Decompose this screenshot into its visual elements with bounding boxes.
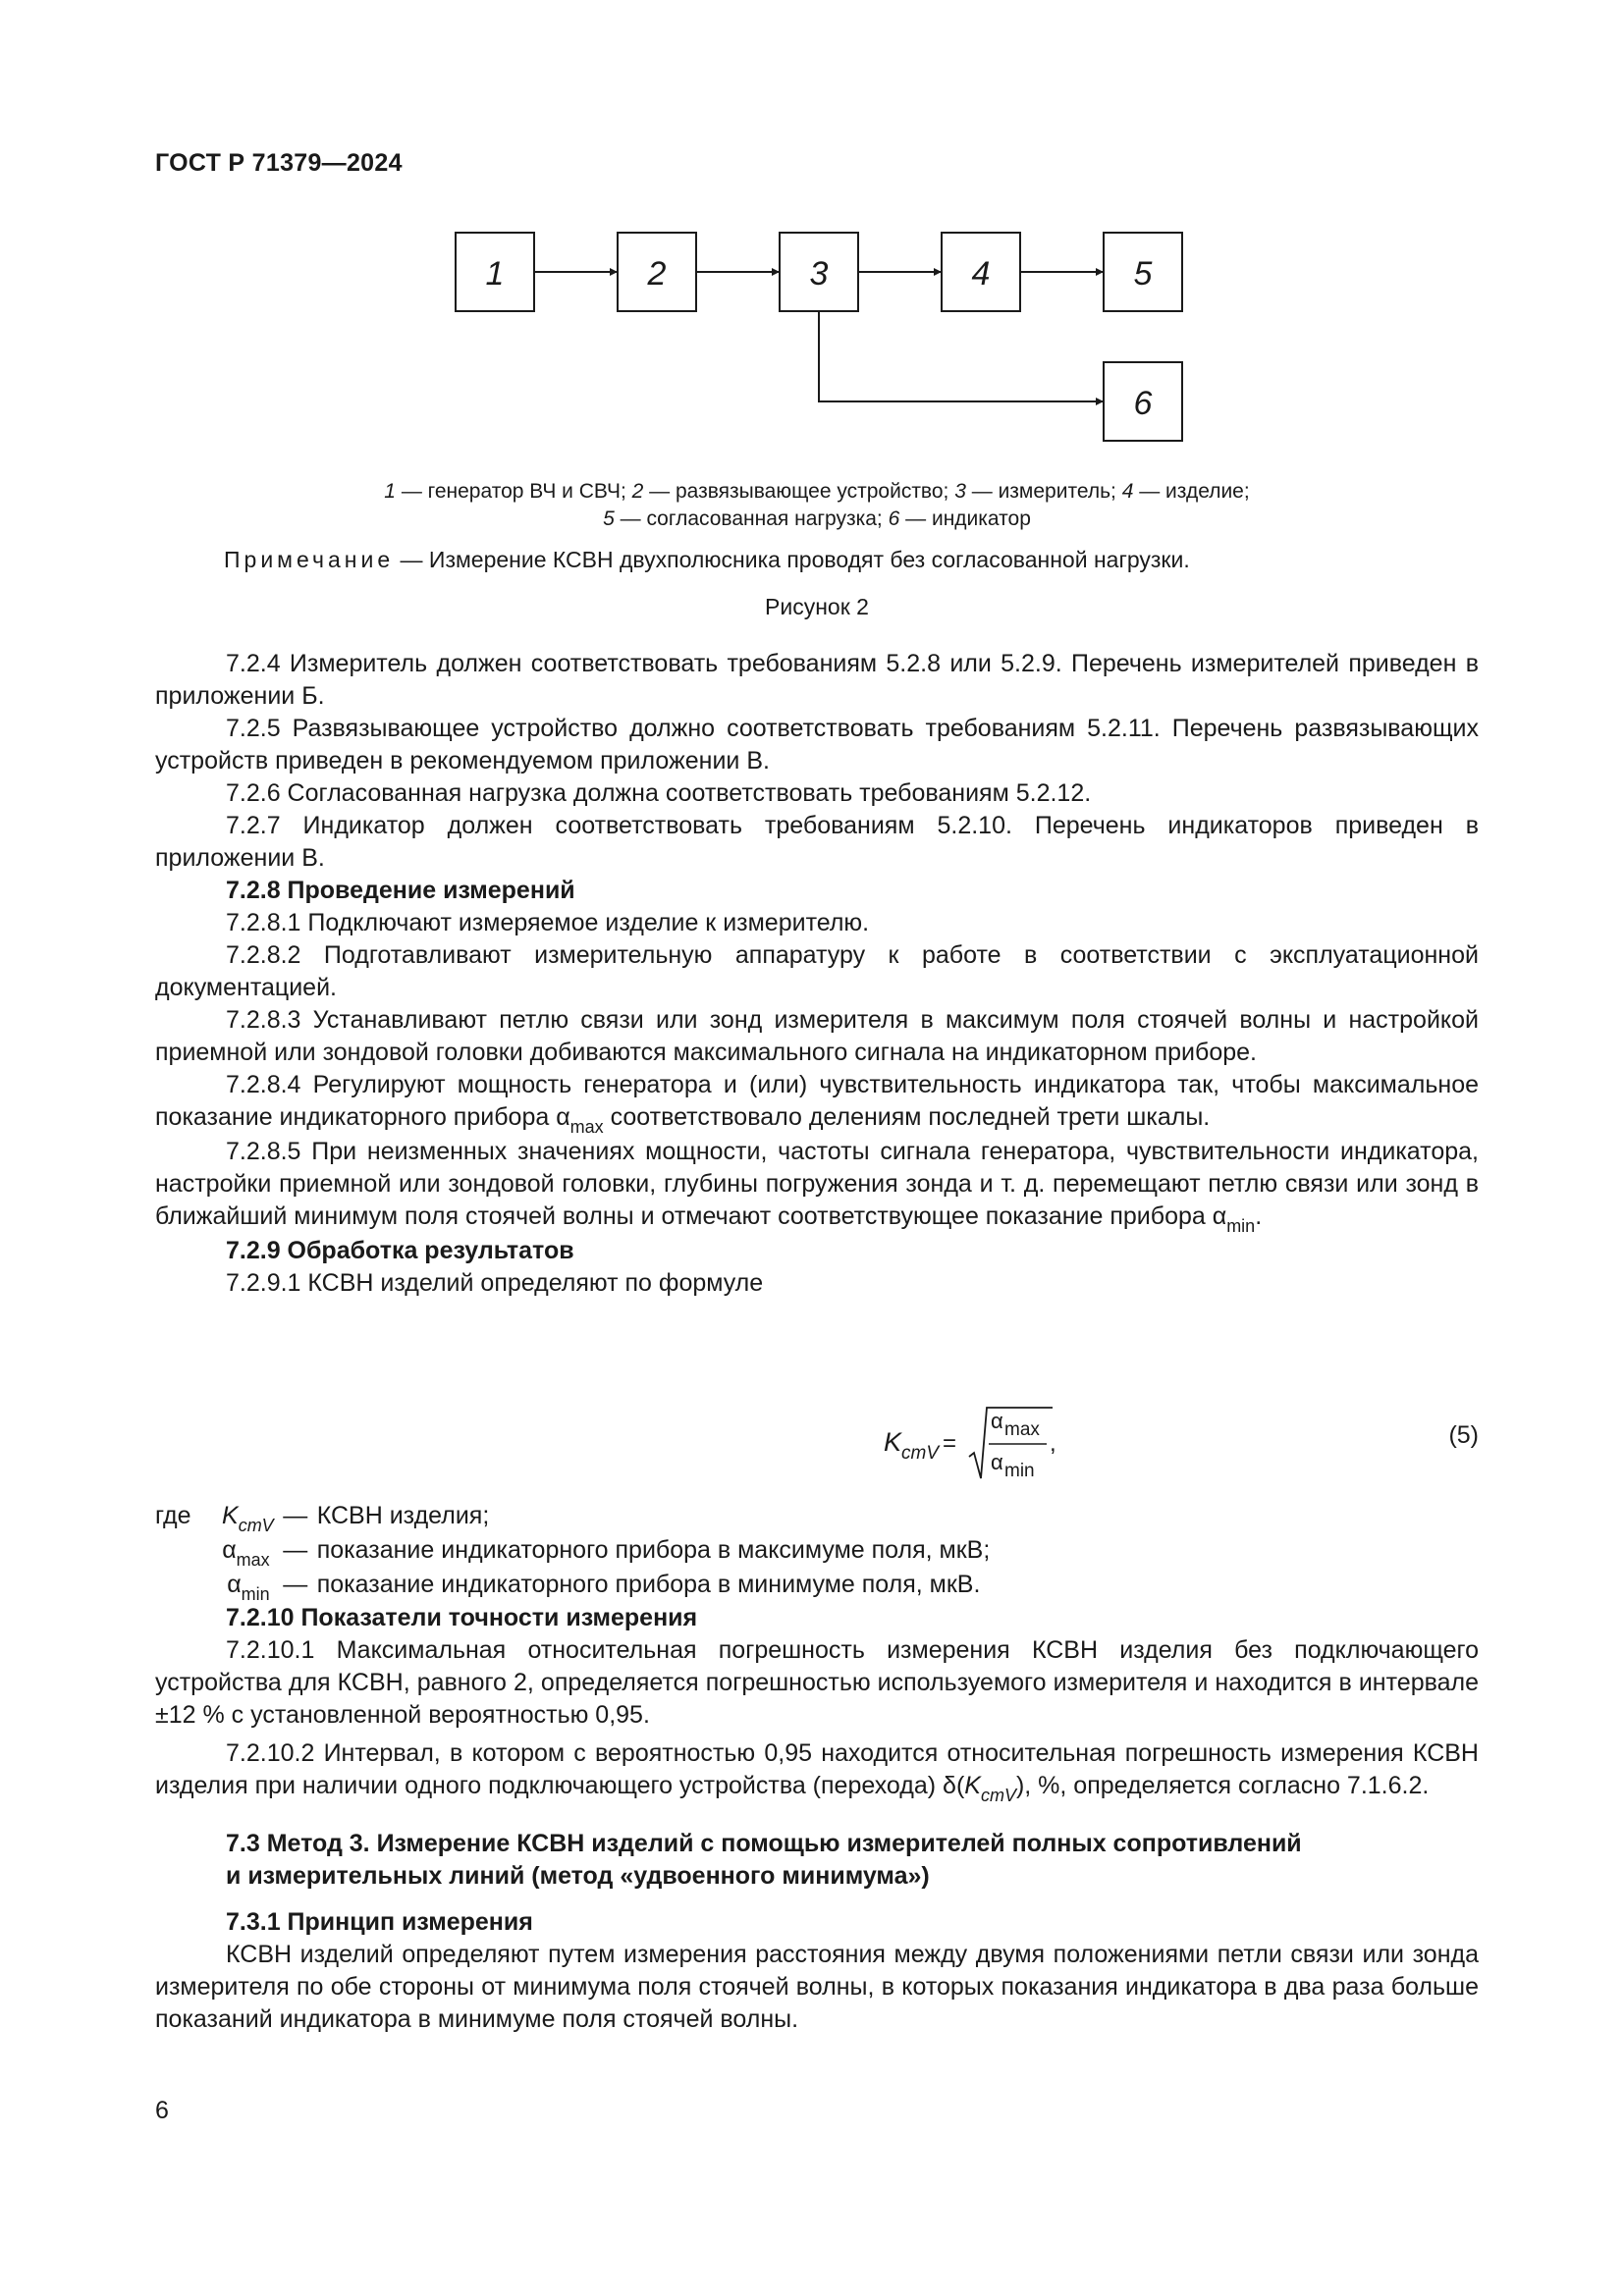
arrow-3-6 [819,311,1104,401]
formula-den-sub: min [1004,1461,1035,1480]
formula-eq: = [943,1430,957,1457]
figure-note [224,547,1190,573]
figure-label: Рисунок 2 [765,594,869,619]
para-7-2-8-2: 7.2.8.2 Подготавливают измерительную аппаратуру к работе в соответствии с эксплуатационной документацией. [155,941,1479,1001]
where-list [155,1500,990,1603]
para-7-2-4: 7.2.4 Измеритель должен соответствовать требованиям 5.2.8 или 5.2.9. Перечень измерителей приведен в приложении Б. [155,650,1479,710]
para-7-2-10-2: 7.2.10.2 Интервал, в котором с вероятностью 0,95 находится относительная погрешность измерения КСВН изделия при наличии одного подключающего устройства (перехода) $\delta(K_{стV})$, %, определяется согласно 7.1.6.2. [155,1739,1479,1805]
formula-trail: , [1050,1430,1056,1457]
para-7-2-6: 7.2.6 Согласованная нагрузка должна соответствовать требованиям 5.2.12. [226,779,1092,807]
block-3-label: 3 [809,255,829,293]
where-row: где $K_{стV}$ — КСВН изделия; [155,1502,490,1535]
para-7-2-10-1: 7.2.10.1 Максимальная относительная погрешность измерения КСВН изделия без подключающего устройства для КСВН, равного 2, определяется погрешностью используемого измерителя и находится в интервале ±12 % с установленной вероятностью 0,95. [155,1636,1479,1729]
block-4-label: 4 [971,255,991,293]
para-7-2-5: 7.2.5 Развязывающее устройство должно соответствовать требованиям 5.2.11. Перечень развязывающих устройств приведен в рекомендуемом приложении В. [155,715,1479,774]
para-7-2-8-3: 7.2.8.3 Устанавливают петлю связи или зонд измерителя в максимум поля стоячей волны и настройкой приемной или зондовой головки добиваются максимального сигнала на индикаторном приборе. [155,1006,1479,1066]
formula-num-alpha: α [991,1409,1003,1433]
block-6-label: 6 [1133,385,1153,422]
heading-7-2-10: 7.2.10 Показатели точности измерения [226,1604,698,1631]
figure-caption-line-2: 5 — согласованная нагрузка; 6 — индикатор [603,507,1031,530]
block-diagram [0,0,1624,461]
body-upper [155,648,1479,1300]
para-7-2-8-5: 7.2.8.5 При неизменных значениях мощности, частоты сигнала генератора, чувствительности индикатора, настройки приемной или зондовой головки, глубины погружения зонда и т. д. перемещают петлю связи или зонд в ближайший минимум поля стоячей волны и отмечают соответствующее показание прибора $\alpha_{min}$. [155,1138,1479,1236]
para-7-2-8-1: 7.2.8.1 Подключают измеряемое изделие к измерителю. [226,909,870,936]
formula-k-sub: стV [901,1443,939,1464]
formula-k: K [884,1427,902,1457]
body-lower [155,1602,1479,2036]
para-7-2-7: 7.2.7 Индикатор должен соответствовать требованиям 5.2.10. Перечень индикаторов приведен в приложении В. [155,812,1479,872]
para-7-2-8-4: 7.2.8.4 Регулируют мощность генератора и (или) чувствительность индикатора так, чтобы максимальное показание индикаторного прибора $\alpha_{max}$ соответствовало делениям последней трети шкалы. [155,1071,1479,1137]
formula-5 [155,1402,1479,1480]
page-number: 6 [155,2097,169,2124]
heading-7-3-line-1: 7.3 Метод 3. Измерение КСВН изделий с помощью измерителей полных сопротивлений [226,1830,1302,1857]
figure-caption-line-1: 1 — генератор ВЧ и СВЧ; 2 — развязывающее устройство; 3 — измеритель; 4 — изделие; [384,480,1250,503]
equation-number: (5) [1448,1421,1479,1449]
block-5-label: 5 [1133,255,1153,293]
heading-7-3-1: 7.3.1 Принцип измерения [226,1908,533,1936]
formula-graphic [715,1402,1068,1480]
heading-7-2-9: 7.2.9 Обработка результатов [226,1237,574,1264]
para-7-3-1: КСВН изделий определяют путем измерения расстояния между двумя положениями петли связи или зонда измерителя по обе стороны от минимума поля стоячей волны, в которых показания индикатора в два раза больше показаний индикатора в минимуме поля стоячей волны. [155,1941,1479,2033]
para-7-2-9-1: 7.2.9.1 КСВН изделий определяют по формуле [226,1269,764,1297]
block-2-label: 2 [647,255,667,293]
document-header: ГОСТ Р 71379—2024 [155,149,403,177]
heading-7-3-line-2: и измерительных линий (метод «удвоенного минимума») [226,1862,930,1890]
where-row: $\alpha_{max}$ — показание индикаторного прибора в максимуме поля, мкВ; [222,1536,991,1570]
heading-7-2-8: 7.2.8 Проведение измерений [226,877,575,904]
where-row: $\alpha_{min}$ — показание индикаторного прибора в минимуме поля, мкВ. [227,1571,981,1604]
formula-den-alpha: α [991,1450,1003,1474]
block-1-label: 1 [485,255,505,293]
formula-num-sub: max [1004,1419,1040,1440]
note-label: Примечание [224,547,395,572]
note-text: — Измерение КСВН двухполюсника проводят без согласованной нагрузки. [394,547,1190,572]
